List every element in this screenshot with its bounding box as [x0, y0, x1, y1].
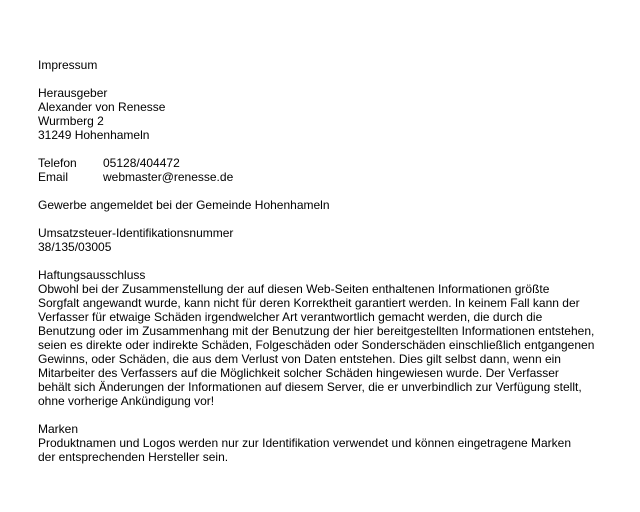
page-title-block — [38, 58, 628, 72]
contact-row-phone — [38, 156, 628, 170]
liability-block — [38, 268, 628, 408]
liability-line: Sorgfalt angewandt wurde, kann nicht für deren Korrektheit garantiert werden. In keinem Fall kann der — [38, 296, 580, 310]
vat-block — [38, 226, 628, 254]
vat-heading: Umsatzsteuer-Identifikationsnummer — [38, 226, 234, 240]
liability-line: Benutzung oder im Zusammenhang mit der Benutzung der hier bereitgestellten Informationen entstehen, — [38, 324, 595, 338]
registration-block — [38, 198, 628, 212]
trademarks-block — [38, 422, 628, 464]
liability-line: Verfasser für etwaige Schäden irgendwelcher Art verantwortlich gemacht werden, die durch die — [38, 310, 543, 324]
impressum-page — [38, 58, 628, 478]
liability-line: ohne vorherige Ankündigung vor! — [38, 394, 215, 408]
registration-text: Gewerbe angemeldet bei der Gemeinde Hohenhameln — [38, 198, 330, 212]
liability-line: Obwohl bei der Zusammenstellung der auf diesen Web-Seiten enthaltenen Informationen größte — [38, 282, 550, 296]
publisher-street: Wurmberg 2 — [38, 114, 104, 128]
email-label: Email — [38, 170, 69, 184]
vat-number: 38/135/03005 — [38, 240, 112, 254]
page-title: Impressum — [38, 58, 98, 72]
liability-line: Gewinns, oder Schäden, die aus dem Verlust von Daten entstehen. Dies gilt selbst dann, wenn ein — [38, 352, 561, 366]
trademarks-line: Produktnamen und Logos werden nur zur Identifikation verwendet und können eingetragene Marken — [38, 436, 572, 450]
publisher-name: Alexander von Renesse — [38, 100, 166, 114]
phone-value: 05128/404472 — [103, 156, 180, 170]
liability-line: behält sich Änderungen der Informationen auf diesem Server, die er unverbindlich zur Verfügung stellt, — [38, 380, 582, 394]
contact-row-email — [38, 170, 628, 184]
liability-line: Mitarbeiter des Verfassers auf die Möglichkeit solcher Schäden hingewiesen wurde. Der Verfasser — [38, 366, 559, 380]
email-link[interactable]: webmaster@renesse.de — [103, 170, 234, 184]
phone-label: Telefon — [38, 156, 77, 170]
publisher-city: 31249 Hohenhameln — [38, 128, 150, 142]
publisher-heading: Herausgeber — [38, 86, 108, 100]
publisher-block — [38, 86, 628, 142]
contact-block — [38, 156, 628, 184]
liability-line: seien es direkte oder indirekte Schäden, Folgeschäden oder Sonderschäden einschließlich entgangenen — [38, 338, 595, 352]
liability-heading: Haftungsausschluss — [38, 268, 146, 282]
trademarks-line: der entsprechenden Hersteller sein. — [38, 450, 229, 464]
trademarks-heading: Marken — [38, 422, 79, 436]
